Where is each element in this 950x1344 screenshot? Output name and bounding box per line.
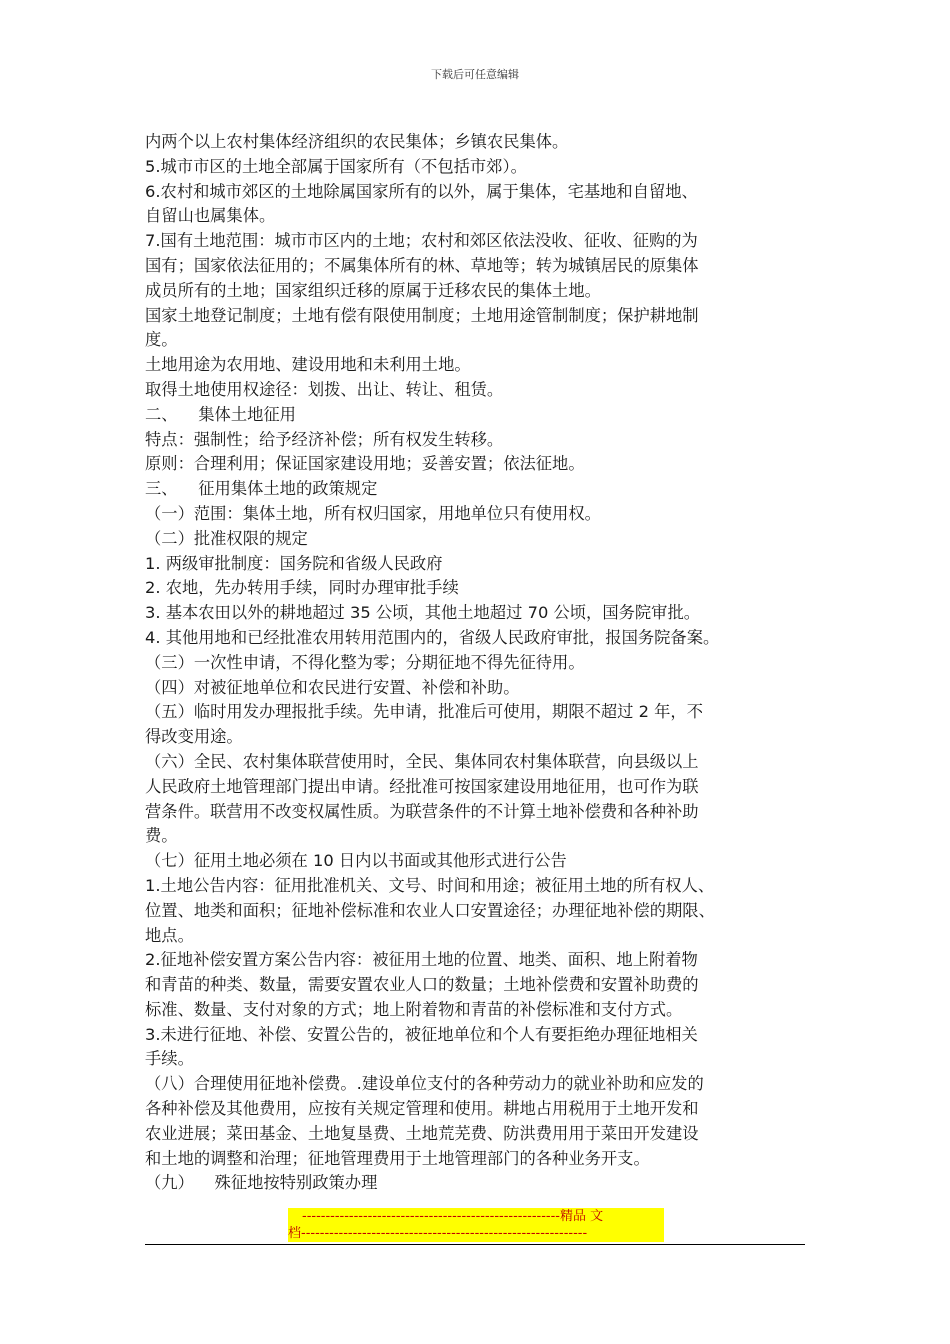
text-line: 土地用途为农用地、建设用地和未利用土地。 [145,355,471,375]
text-line: 7.国有土地范围：城市市区内的土地；农村和郊区依法没收、征收、征购的为 [145,231,698,251]
text-line: （七）征用土地必须在 10 日内以书面或其他形式进行公告 [145,851,567,871]
text-line: 特点：强制性；给予经济补偿；所有权发生转移。 [145,429,504,449]
footer-rule [145,1244,805,1245]
text-line: 人民政府土地管理部门提出申请。经批准可按国家建设用地征用，也可作为联 [145,776,699,796]
text-line: 国有；国家依法征用的；不属集体所有的林、草地等；转为城镇居民的原集体 [145,255,699,275]
text-line: 农业进展；菜田基金、土地复垦费、土地荒芜费、防洪费用用于菜田开发建设 [145,1123,699,1143]
page-header: 下载后可任意编辑 [431,68,519,81]
text-line: 三、 征用集体土地的政策规定 [145,479,378,499]
text-line: （一）范围：集体土地，所有权归国家，用地单位只有使用权。 [145,503,601,523]
document-body [145,130,810,1196]
text-line: 费。 [145,826,178,846]
text-line: 1.土地公告内容：征用批准机关、文号、时间和用途；被征用土地的所有权人、 [145,875,715,895]
text-line: 各种补偿及其他费用，应按有关规定管理和使用。耕地占用税用于土地开发和 [145,1099,699,1119]
text-line: 自留山也属集体。 [145,206,276,226]
text-line: （二）批准权限的规定 [145,528,308,548]
text-line: 2. 农地，先办转用手续，同时办理审批手续 [145,578,459,598]
text-line: 二、 集体土地征用 [145,404,296,424]
text-line: 和青苗的种类、数量，需要安置农业人口的数量；土地补偿费和安置补助费的 [145,975,699,995]
text-line: 取得土地使用权途径：划拨、出让、转让、租赁。 [145,379,504,399]
text-line: （四）对被征地单位和农民进行安置、补偿和补助。 [145,677,520,697]
text-line: 成员所有的土地；国家组织迁移的原属于迁移农民的集体土地。 [145,280,601,300]
footer-line-1: -------------------------------------------------------精品 文 [302,1209,604,1224]
text-line: （三）一次性申请，不得化整为零；分期征地不得先征待用。 [145,652,585,672]
text-line: 2.征地补偿安置方案公告内容：被征用土地的位置、地类、面积、地上附着物 [145,950,698,970]
text-line: 度。 [145,330,178,350]
footer-banner [288,1208,664,1242]
text-line: 1. 两级审批制度：国务院和省级人民政府 [145,553,443,573]
text-line: 位置、地类和面积；征地补偿标准和农业人口安置途径；办理征地补偿的期限、 [145,900,715,920]
text-line: （五）临时用发办理报批手续。先申请，批准后可使用，期限不超过 2 年，不 [145,702,703,722]
text-line: 3. 基本农田以外的耕地超过 35 公顷，其他土地超过 70 公顷，国务院审批。 [145,603,701,623]
text-line: 和土地的调整和治理；征地管理费用于土地管理部门的各种业务开支。 [145,1148,650,1168]
text-line: （九） 殊征地按特别政策办理 [145,1173,378,1193]
text-line: （六）全民、农村集体联营使用时，全民、集体同农村集体联营，向县级以上 [145,751,699,771]
text-line: 得改变用途。 [145,727,243,747]
text-line: 营条件。联营用不改变权属性质。为联营条件的不计算土地补偿费和各种补助 [145,801,699,821]
text-line: （八）合理使用征地补偿费。.建设单位支付的各种劳动力的就业补助和应发的 [145,1074,704,1094]
text-line: 3.未进行征地、补偿、安置公告的，被征地单位和个人有要拒绝办理征地相关 [145,1024,698,1044]
text-line: 地点。 [145,925,194,945]
text-line: 5.城市市区的土地全部属于国家所有（不包括市郊）。 [145,156,527,176]
text-line: 4. 其他用地和已经批准农用转用范围内的，省级人民政府审批，报国务院备案。 [145,627,720,647]
text-line: 标准、数量、支付对象的方式；地上附着物和青苗的补偿标准和支付方式。 [145,999,683,1019]
text-line: 内两个以上农村集体经济组织的农民集体；乡镇农民集体。 [145,132,569,151]
text-line: 6.农村和城市郊区的土地除属国家所有的以外，属于集体，宅基地和自留地、 [145,181,698,201]
text-line: 手续。 [145,1049,194,1069]
text-line: 原则：合理利用；保证国家建设用地；妥善安置；依法征地。 [145,454,585,474]
footer-line-2: 档------------------------------------------------------------- [288,1226,588,1241]
text-line: 国家土地登记制度；土地有偿有限使用制度；土地用途管制制度；保护耕地制 [145,305,699,325]
